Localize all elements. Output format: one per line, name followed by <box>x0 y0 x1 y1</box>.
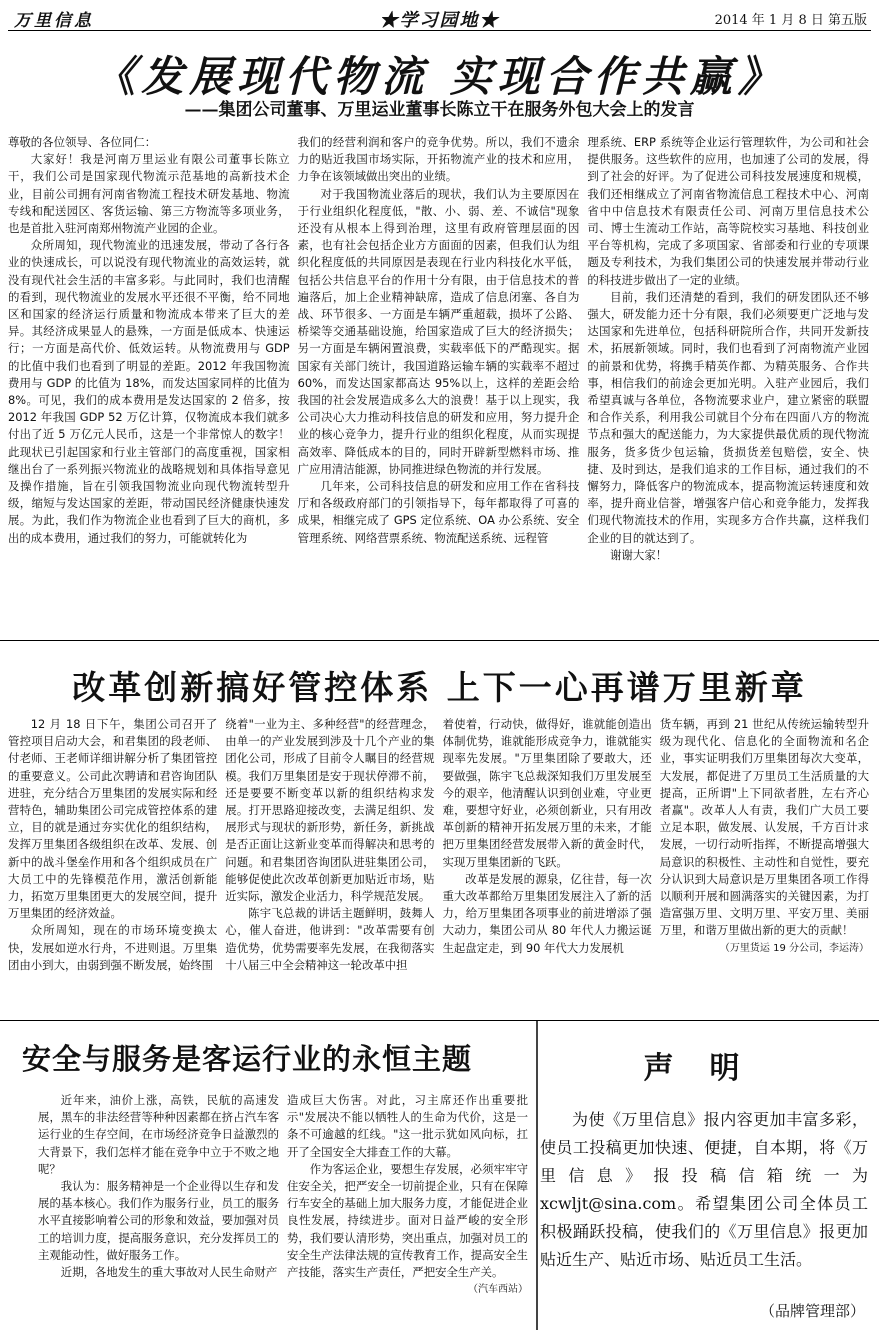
paragraph: 对于我国物流业落后的现状，我们认为主要原因在于行业组织化程度低，"散、小、弱、差、不诚信"现象还没有从根本上得到治理，这里有政府管理层面的因素，也有社会包括企业方方面面的因素，但我们认为组织化程度低的共同原因是表现在行业内科技化水平低，包括公共信息平台的作用十分有限，由于信息技术的普遍落后，加上企业精神缺席，造成了信息闭塞、各自为战、环节很多、一方面是车辆严重超载，损坏了公路、桥梁等交通基础设施，给国家造成了巨大的经济损失；另一方面是车辆闲置浪费，实载率低下的严酷现实。据国家有关部门统计，我国道路运输车辆的实载率不超过 60%，而发达国家都高达 95%以上，这样的差距会给我国的社会发展造成多么大的浪费！基于以上现实，我公司决心大力推动科技信息的研发和应用，努力提升企业的核心竞争力，提升行业的组织化程度，从而实现提高效率、降低成本的目的，同时开辟新型燃料市场、推广应用清洁能源，协同推进绿色物流的并行发展。 <box>297 186 580 476</box>
paragraph: 大家好！我是河南万里运业有限公司董事长陈立干，我们公司是国家现代物流示范基地的高新技术企业，目前公司拥有河南省物流工程技术研发基地、物流专线和配送园区、客货运输、第三方物流等多项业务，也是首批入驻河南郑州物流产业园的企业。 <box>8 152 290 236</box>
article1-title: 《发展现代物流 实现合作共赢》 <box>93 52 786 101</box>
paragraph: 着使着，行动快，做得好，谁就能创造出体制优势，谁就能形成竞争力，谁就能实现率先发展。"万里集团除了要敢大，还要做强，陈宇飞总裁深知我们万里发展至今的艰辛，他清醒认识到创业难，守业更难，要想守好业，必须创新业，只有用改革创新的精神开拓发展万里的未来，才能把万里集团经营发展带入新的黄金时代，实现万里集团新的飞跃。 <box>442 717 652 869</box>
date-edition: 2014 年 1 月 8 日 第五版 <box>714 13 867 28</box>
article2-column-3 <box>443 716 652 988</box>
section-title: ★学习园地★ <box>379 10 500 31</box>
paragraph: 谢谢大家！ <box>610 547 668 562</box>
paragraph: 近期，各地发生的重大事故对人民生命财产 <box>60 1265 278 1280</box>
article2-column-1 <box>8 716 217 988</box>
paragraph: 陈宇飞总裁的讲话主题鲜明，鼓舞人心，催人奋进，他讲到："改革需要有创造优势，优势需要率先发展，在我彻落实十八届三中全会精神这一轮改革中担 <box>225 906 435 972</box>
paragraph: 几年来，公司科技信息的研发和应用工作在省科技厅和各级政府部门的引领指导下，每年都取得了可喜的成果，相继完成了 GPS 定位系统、OA 办公系统、安全管理系统、网络营票系统、物流配送系统、远程管 <box>297 479 580 545</box>
paragraph: 作为客运企业，要想生存发展，必须牢牢守住安全关，把严安全一切前提企业，只有在保障行车安全的基础上加大服务力度，才能促进企业良性发展，持续进步。面对日益严峻的安全形势，我们要认清形势，突出重点，加强对员工的安全生产法律法规的宣传教育工作，提高安全生产技能，落实生产责任，严把安全生产关。 <box>287 1161 528 1280</box>
notice-body: 为使《万里信息》报内容更加丰富多彩，使员工投稿更加快速、便捷，自本期，将《万里信息》报投稿信箱统一为 xcwljt@sina.com。希望集团公司全体员工积极踊跃投稿，使我们的《万里信息》报更加贴近生产、贴近市场、贴近员工生活。 <box>540 1110 868 1269</box>
article3-body <box>38 1092 528 1324</box>
article2-column-2 <box>225 716 434 988</box>
article1-column-3 <box>587 134 869 629</box>
paragraph: 尊敬的各位领导、各位同仁： <box>8 135 157 149</box>
paragraph: 造成巨大伤害。对此，习主席还作出重要批示"发展决不能以牺牲人的生命为代价，这是一条不可逾越的红线。"这一批示犹如风向标，扛开了全国安全大排查工作的大幕。 <box>287 1093 528 1159</box>
paragraph: 理系统、ERP 系统等企业运行管理软件，为公司和社会提供服务。这些软件的应用，也加速了公司的发展，得到了社会的好评。为了促进公司科技发展速度和规模，我们还相继成立了河南省物流信息工程技术中心、河南省中中信息技术有限责任公司、河南万里信息技术公司、博士生流动工作站，高等院校实习基地、科技创业平台等机构，完成了多项国家、省部委和行业的专项课题及专利技术，为我们集团公司的快速发展并带动行业的科技进步做出了一定的业绩。 <box>587 135 870 287</box>
article2-title: 改革创新搞好管控体系 上下一心再谱万里新章 <box>72 668 807 707</box>
paragraph: 近年来，油价上涨，高铁，民航的高速发展，黑车的非法经营等种种因素都在挤占汽车客运行业的生存空间，在市场经济竞争日益激烈的大背景下，我们怎样才能在竞争中立于不败之地呢？ <box>38 1093 279 1176</box>
article3-caption: （汽车西站） <box>468 1284 528 1296</box>
paragraph: 改革是发展的源泉，亿往昔，每一次重大改革都给万里集团发展注入了新的活力，给万里集团各项事业的前进增添了强大动力，集团公司从 80 年代人力搬运诞生起盘定走，到 90 年代大力发展机 <box>442 871 652 955</box>
paragraph: 众所周知，现在的市场环境变换太快，发展如逆水行舟，不进则退。万里集团由小到大，由弱到强不断发展，始终围 <box>8 923 218 972</box>
section-divider <box>0 1020 879 1021</box>
article2-caption: （万里货运 19 分公司，李运涛） <box>719 942 869 954</box>
paragraph: 12 月 18 日下午，集团公司召开了管控项目启动大会，和君集团的段老师、付老师、王老师详细讲解分析了集团管控的重要意义。公司此次聘请和君咨询团队进驻，充分结合万里集团的发展实际和经营特色，辅助集团公司完成管控体系的建立，目的就是通过夯实优化的组织结构，发挥万里集团各级组织在改革、发展、创新中的战斗堡垒作用和各个组织成员在广大员工中的先锋模范作用，激活创新能力，拓宽万里集团更大的发展空间，提升万里集团的经济效益。 <box>8 717 218 921</box>
paragraph: 绕着"一业为主、多种经营"的经营理念，由单一的产业发展到涉及十几个产业的集团化公司，形成了目前令人瞩目的经营规模。我们万里集团是安于现状停滞不前，还是要要不断变革以新的组织结构求发展。打开思路迎接改变，去满足组织、发展形式与现状的新形势，新任务，新挑战是否正面让这新业变革而得解决和思考的问题。和君集团咨询团队进驻集团公司，能够促使此次改革创新更加贴近市场，贴近实际，激发企业活力，科学规范发展。 <box>225 717 435 904</box>
article3-column-1 <box>38 1092 279 1324</box>
paragraph: 货车辆，再到 21 世纪从传统运输转型升级为现代化、信息化的全面物流和名企业，事实证明我们万里集团每次大变革，大发展，都促进了万里员工生活质量的大提高，正所谓"上下同欲者胜，左右齐心者赢"。改革人人有责，我们广大员工要立足本职，做发展、认发展，千方百计求发展，一切行动听指挥，不断提高增强大局意识的积极性、主动性和自觉性，要充分认识到大局意识是万里集团各项工作得以顺利开展和圆满落实的关键因素，为打造富强万里、文明万里、平安万里、美丽万里，和谐万里做出新的更大的贡献！ <box>659 717 869 938</box>
article2-body <box>8 716 869 988</box>
article3-column-2 <box>287 1092 528 1324</box>
paper-name: 万里信息 <box>14 11 94 31</box>
article1-column-1 <box>8 134 290 629</box>
masthead <box>8 4 871 31</box>
article1-body <box>8 134 869 629</box>
section-divider <box>0 640 879 641</box>
notice-title: 声明 <box>643 1051 776 1086</box>
article1-subtitle: ——集团公司董事、万里运业董事长陈立干在服务外包大会上的发言 <box>184 100 695 120</box>
paragraph: 我认为：服务精神是一个企业得以生存和发展的基本核心。我们作为服务行业，员工的服务水平直接影响着公司的形象和效益，要加强对员工的培训力度，提高服务意识，充分发挥员工的主观能动性，做好服务工作。 <box>38 1179 279 1262</box>
article1-column-2 <box>298 134 580 629</box>
notice-signature: （品牌管理部） <box>759 1302 865 1320</box>
article2-column-4 <box>660 716 869 988</box>
paragraph: 众所周知，现代物流业的迅速发展，带动了各行各业的快速成长，可以说没有现代物流业的高效运转，就没有现代社会生活的丰富多彩。与此同时，我们也清醒的看到，现代物流业的发展水平还很不平衡，给不同地区和国家的经济运行质量和物流成本带来了巨大的差异。其经济成果显人的悬殊，一方面是低成本、快速运行；一方面是高代价、低效运转。从物流费用与 GDP 的比值中我们也看到了明显的差距。2012 年我国物流费用与 GDP 的比值为 18%，而发达国家同样的比值为 8%。可见，我们的成本费用是发达国家的 2 倍多，按 2012 年我国 GDP 52 万亿计算，仅物流成本我们就多付出了近 5 万亿元人民币，这是一个非常惊人的数字！此现状已引起国家和行业主管部门的高度重视，国家相继出台了一系列振兴物流业的战略规划和具体指导意见及操作措施，旨在引领我国物流业向现代物流转型升级，缩短与发达国家的差距，带动国民经济健康快速发展。为此，我们作为物流企业也看到了巨大的商机，多出的成本费用，通过我们的努力，可能就转化为 <box>8 238 290 545</box>
article3-title: 安全与服务是客运行业的永恒主题 <box>22 1042 473 1076</box>
column-divider <box>536 1021 538 1330</box>
paragraph: 目前，我们还清楚的看到，我们的研发团队还不够强大，研发能力还十分有限，我们必须要更广泛地与发达国家和先进单位，包括科研院所合作，共同开发新技术，拓展新领域。同时，我们也看到了河南物流产业园的前景和优势，将携手精英作都、为精英服务、合作共事，相信我们的前途会更加光明。入驻产业园后，我们希望真诚与各单位，各物流要求业户，建立紧密的联盟和合作关系，利用我公司就目个分布在四面八方的物流节点和强大的配送能力，为大家提供最优质的现代物流服务，货多货少包运输，货损货差包赔偿，安全、快捷、及时到达，是我们追求的工作目标，通过我们的不懈努力，降低客户的物流成本，提高物流运转速度和效率，提升商业信誉，增强客户信心和竞争能力，发挥我们现代物流技术的作用，实现多方合作共赢，这样我们企业的目的就达到了。 <box>587 289 870 545</box>
paragraph: 我们的经营利润和客户的竞争优势。所以，我们不遗余力的贴近我国市场实际，开拓物流产业的技术和应用，力争在该领域做出突出的业绩。 <box>297 135 580 184</box>
